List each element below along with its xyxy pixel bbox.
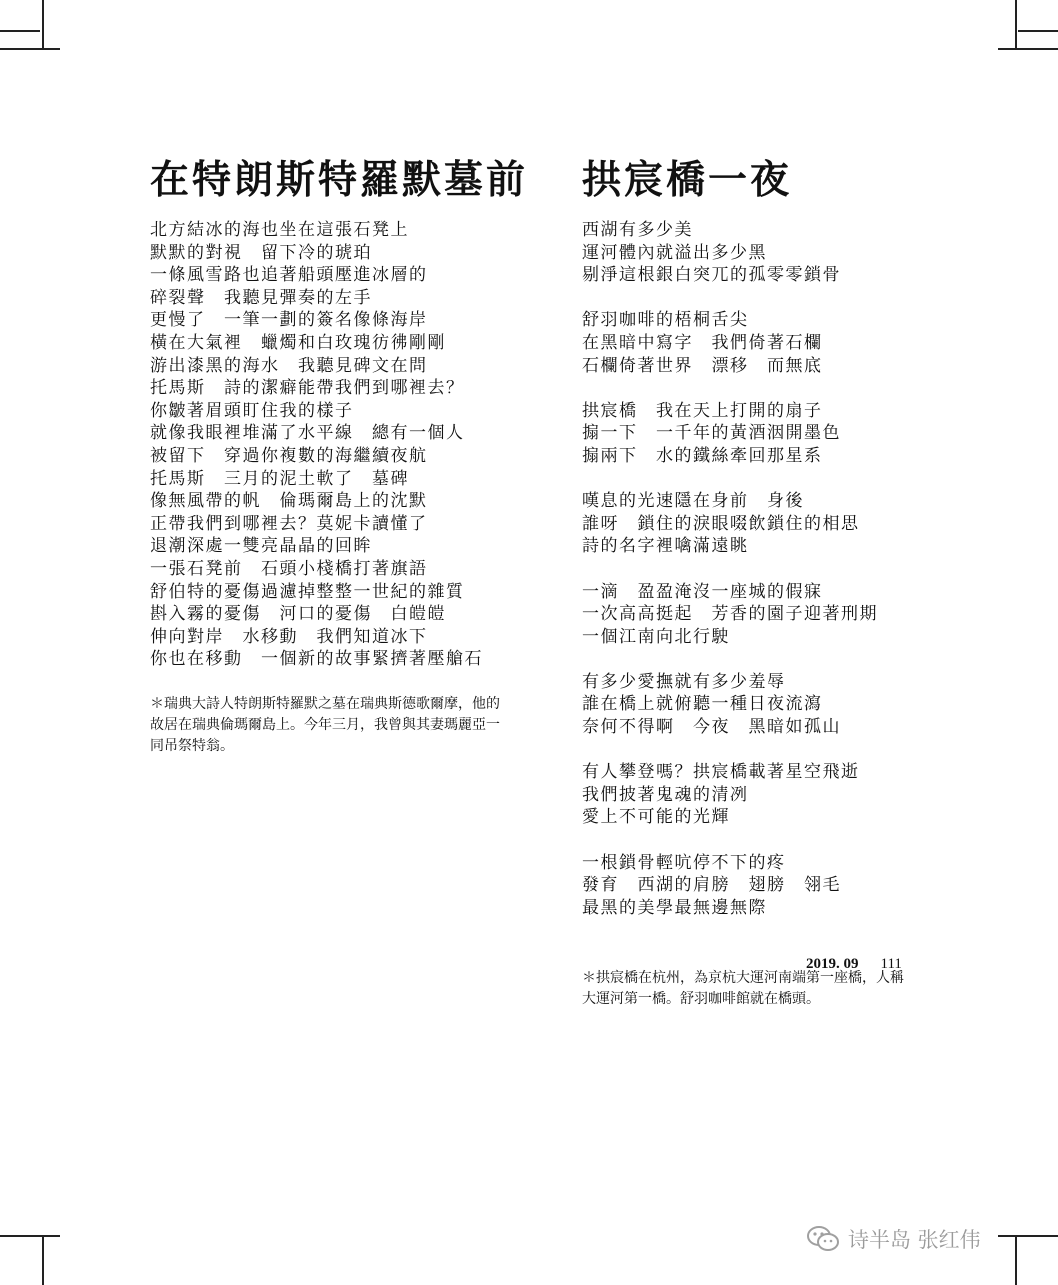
right-poem-title: 拱宸橋一夜 [582,157,793,203]
crop-mark [0,30,40,32]
stanza-break [582,377,878,400]
poem-line: 有人攀登嗎？拱宸橋載著星空飛逝 [582,762,860,783]
poem-line: 橫在大氣裡 蠟燭和白玫瑰彷彿剛剛 [150,332,446,353]
poem-line: 愛上不可能的光輝 [582,807,730,828]
poem-line: 一張石凳前 石頭小棧橋打著旗語 [150,558,428,579]
left-poem-body [150,219,483,671]
poem-line: 像無風帶的帆 倫瑪爾島上的沈默 [150,491,428,512]
poem-line: 搧一下 一千年的黃酒洇開墨色 [582,423,841,444]
poem-line: 斟入霧的憂傷 河口的憂傷 白皚皚 [150,604,446,625]
poem-line: 嘆息的光速隱在身前 身後 [582,491,804,512]
stanza-break [582,739,878,762]
poem-line: 托馬斯 詩的潔癖能帶我們到哪裡去？ [150,378,465,399]
crop-mark [42,1235,44,1285]
poem-line: 一滴 盈盈淹沒一座城的假寐 [582,581,823,602]
watermark-text: 诗半岛 张红伟 [848,1228,981,1252]
issue-date: 2019. 09 [806,956,859,972]
footnote-line: 故居在瑞典倫瑪爾島上。今年三月，我曾與其妻瑪麗亞一 [150,717,500,733]
poem-line: 北方結冰的海也坐在這張石凳上 [150,220,409,240]
crop-mark [0,48,60,50]
poem-line: 運河體內就溢出多少黑 [582,242,767,263]
poem-line: 伸向對岸 水移動 我們知道冰下 [150,626,428,647]
crop-mark [1018,30,1058,32]
poem-line: 默默的對視 留下冷的琥珀 [150,242,372,263]
poem-line: 發育 西湖的肩膀 翅膀 翎毛 [582,875,841,896]
footnote-line: ＊拱宸橋在杭州，為京杭大運河南端第一座橋，人稱 [582,970,904,986]
poem-line: 拱宸橋 我在天上打開的扇子 [582,400,823,421]
left-footnote [150,694,500,757]
stanza-break [582,648,878,671]
poem-line: 在黑暗中寫字 我們倚著石欄 [582,332,823,353]
right-poem-body [582,219,878,919]
poem-line: 一個江南向北行駛 [582,626,730,647]
right-footnote [582,968,904,1010]
poem-line: 一條風雪路也追著船頭壓進冰層的 [150,265,428,286]
poem-line: 你也在移動 一個新的故事緊擠著壓艙石 [150,649,483,670]
poem-line: 一次高高挺起 芳香的園子迎著刑期 [582,604,878,625]
footnote-line: ＊瑞典大詩人特朗斯特羅默之墓在瑞典斯德歌爾摩，他的 [150,696,500,712]
stanza-break [582,287,878,310]
poem-line: 最黑的美學最無邊無際 [582,897,767,918]
poem-line: 石欄倚著世界 漂移 而無底 [582,355,823,376]
poem-line: 一根鎖骨輕吭停不下的疼 [582,852,786,873]
poem-line: 退潮深處一雙亮晶晶的回眸 [150,536,372,557]
poem-line: 舒伯特的憂傷過濾掉整整一世紀的雜質 [150,581,465,602]
poem-line: 正帶我們到哪裡去？莫妮卡讀懂了 [150,513,428,534]
stanza-break [582,558,878,581]
crop-mark [1015,0,1017,50]
watermark [806,1224,981,1254]
poem-line: 舒羽咖啡的梧桐舌尖 [582,310,749,331]
poem-line: 詩的名字裡噙滿遠眺 [582,536,749,557]
poem-line: 有多少愛撫就有多少羞辱 [582,671,786,692]
poem-line: 我們披著鬼魂的清冽 [582,784,749,805]
stanza-break [582,829,878,852]
poem-line: 你皺著眉頭盯住我的樣子 [150,400,354,421]
poem-line: 托馬斯 三月的泥土軟了 墓碑 [150,468,409,489]
crop-mark [1015,1235,1017,1285]
poem-line: 更慢了 一筆一劃的簽名像條海岸 [150,310,428,331]
poem-line: 被留下 穿過你複數的海繼續夜航 [150,445,428,466]
footnote-line: 同吊祭特翁。 [150,738,234,754]
poem-line: 搧兩下 水的鐵絲牽回那星系 [582,445,823,466]
poem-line: 剔淨這根銀白突兀的孤零零鎖骨 [582,265,841,286]
crop-mark [998,1235,1058,1237]
poem-line: 西湖有多少美 [582,220,693,240]
poem-line: 游出漆黑的海水 我聽見碑文在問 [150,355,428,376]
left-poem-title: 在特朗斯特羅默墓前 [150,157,529,203]
poem-line: 奈何不得啊 今夜 黑暗如孤山 [582,717,841,738]
poem-line: 就像我眼裡堆滿了水平線 總有一個人 [150,423,465,444]
crop-mark [0,1235,60,1237]
page-footer [806,956,902,973]
poem-line: 碎裂聲 我聽見彈奏的左手 [150,287,372,308]
crop-mark [42,0,44,50]
poem-line: 誰呀 鎖住的淚眼啜飲鎖住的相思 [582,513,860,534]
wechat-icon [806,1225,840,1253]
footnote-line: 大運河第一橋。舒羽咖啡館就在橋頭。 [582,991,820,1007]
page-number: 111 [880,956,902,972]
crop-mark [998,48,1058,50]
stanza-break [582,468,878,491]
poem-line: 誰在橋上就俯聽一種日夜流瀉 [582,694,823,715]
